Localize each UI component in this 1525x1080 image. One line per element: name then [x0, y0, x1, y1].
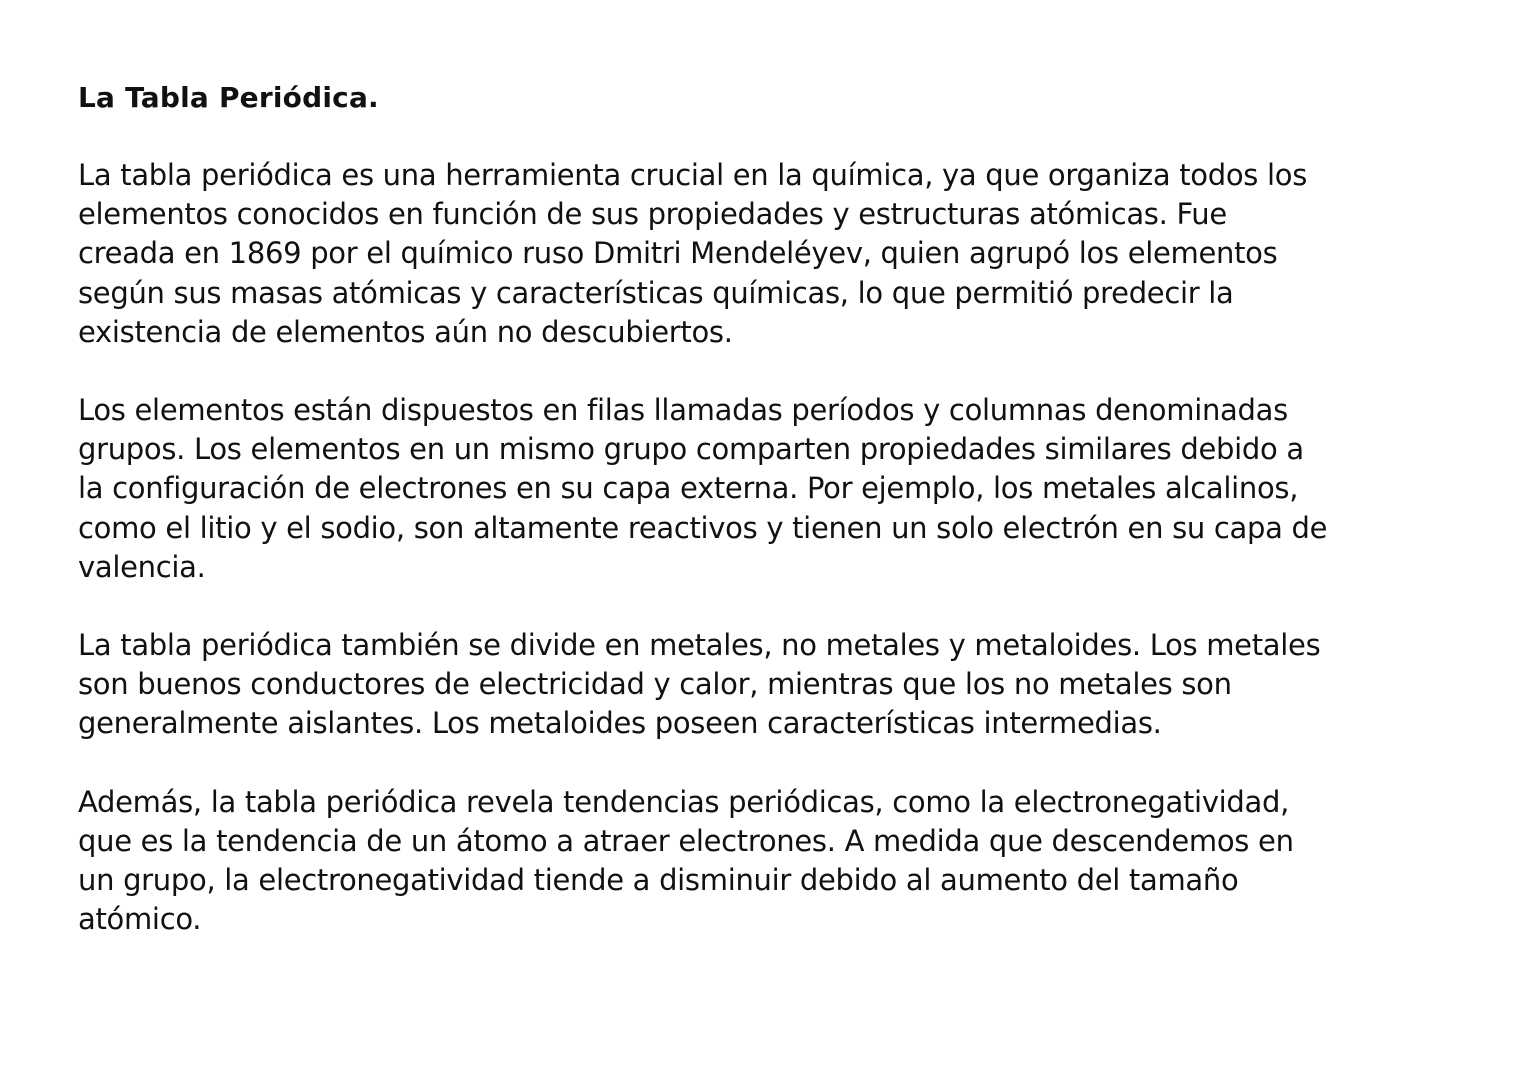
paragraph-line: la configuración de electrones en su capa externa. Por ejemplo, los metales alcalinos,	[78, 471, 1299, 506]
paragraph-line: creada en 1869 por el químico ruso Dmitri Mendeléyev, quien agrupó los elementos	[78, 236, 1278, 271]
paragraph-line: según sus masas atómicas y características químicas, lo que permitió predecir la	[78, 275, 1234, 310]
paragraph-line: como el litio y el sodio, son altamente reactivos y tienen un solo electrón en su capa de	[78, 510, 1328, 545]
document-page	[78, 78, 1508, 978]
paragraph-line: elementos conocidos en función de sus propiedades y estructuras atómicas. Fue	[78, 197, 1227, 232]
paragraph-line: un grupo, la electronegatividad tiende a disminuir debido al aumento del tamaño	[78, 863, 1239, 898]
paragraph-line: existencia de elementos aún no descubiertos.	[78, 314, 733, 349]
paragraph-line: que es la tendencia de un átomo a atraer electrones. A medida que descendemos en	[78, 823, 1294, 858]
paragraph-4	[78, 783, 1508, 940]
paragraph-line: Además, la tabla periódica revela tendencias periódicas, como la electronegatividad,	[78, 784, 1290, 819]
paragraph-line: generalmente aislantes. Los metaloides poseen características intermedias.	[78, 706, 1162, 741]
paragraph-line: grupos. Los elementos en un mismo grupo comparten propiedades similares debido a	[78, 432, 1304, 467]
paragraph-line: La tabla periódica es una herramienta crucial en la química, ya que organiza todos los	[78, 158, 1308, 192]
paragraph-line: atómico.	[78, 902, 202, 937]
paragraph-line: La tabla periódica también se divide en metales, no metales y metaloides. Los metales	[78, 628, 1321, 663]
paragraph-1	[78, 156, 1508, 352]
paragraph-2	[78, 391, 1508, 587]
paragraph-3	[78, 626, 1508, 744]
paragraph-line: Los elementos están dispuestos en filas llamadas períodos y columnas denominadas	[78, 393, 1288, 428]
paragraph-line: valencia.	[78, 549, 206, 584]
paragraph-line: son buenos conductores de electricidad y calor, mientras que los no metales son	[78, 667, 1232, 702]
document-title: La Tabla Periódica.	[78, 81, 379, 114]
